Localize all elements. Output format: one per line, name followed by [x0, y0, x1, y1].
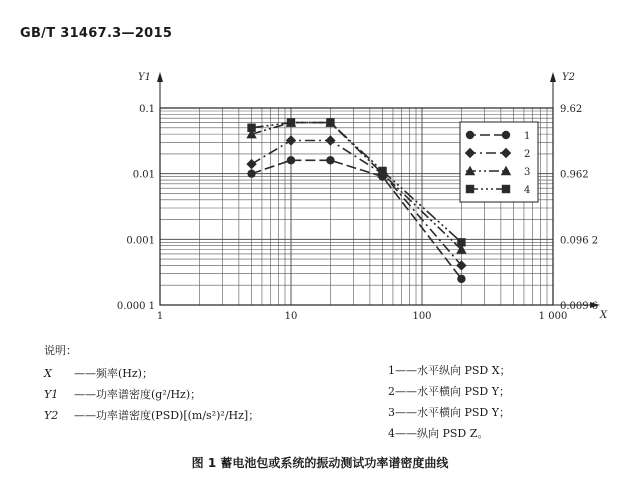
legend-label: 4 [524, 185, 531, 196]
legend-label: 1 [524, 131, 531, 142]
series-line [252, 123, 462, 250]
series-line [252, 140, 462, 265]
note-x [44, 365, 259, 386]
data-point-marker [287, 156, 295, 164]
note-x-symbol: X [44, 367, 52, 380]
y1-tick-label: 0.000 1 [116, 301, 155, 312]
series-4 [247, 118, 465, 246]
y2-tick-label: 0.009 6 [560, 301, 599, 312]
data-point-marker [457, 275, 465, 283]
standard-code: GB/T 31467.3—2015 [20, 26, 173, 41]
series-notes [388, 362, 511, 446]
note-x-text: ——频率(Hz)； [74, 367, 153, 380]
x-tick-label: 10 [284, 311, 298, 322]
data-point-marker [247, 169, 255, 177]
series-line [252, 123, 462, 243]
x-tick-label: 1 [156, 311, 164, 322]
note-y2 [44, 407, 259, 428]
data-point-marker [378, 167, 386, 175]
note-y1-symbol: Y1 [44, 388, 59, 401]
note-y1-text: ——功率谱密度(g²/Hz)； [74, 388, 202, 401]
data-point-marker [466, 131, 474, 139]
axis-notes [44, 342, 259, 428]
note-y2-text: ——功率谱密度(PSD)[(m/s²)²/Hz]； [74, 409, 260, 422]
legend-label: 2 [524, 149, 531, 160]
y1-axis-label: Y1 [138, 72, 151, 83]
y1-tick-label: 0.1 [139, 104, 155, 115]
data-point-marker [247, 124, 255, 132]
data-point-marker [286, 135, 296, 145]
data-point-marker [326, 156, 334, 164]
data-point-marker [325, 135, 335, 145]
data-point-marker [502, 131, 510, 139]
series-2 [246, 135, 466, 270]
legend-label: 3 [524, 167, 531, 178]
y2-tick-label: 0.096 2 [560, 235, 599, 247]
data-point-marker [457, 238, 465, 246]
data-point-marker [287, 118, 295, 126]
series-note-2: 2——水平横向 PSD Y； [388, 385, 511, 398]
chart-legend [460, 122, 538, 202]
note-y1 [44, 386, 259, 407]
x-tick-label: 100 [412, 311, 432, 322]
y2-tick-label: 0.962 [560, 169, 589, 181]
y1-axis-arrow [157, 72, 163, 82]
y2-axis-arrow [550, 72, 556, 82]
y1-tick-label: 0.001 [126, 235, 155, 247]
y2-axis-label: Y2 [562, 72, 575, 83]
x-tick-label: 1 000 [538, 311, 568, 322]
y2-tick-label: 9.62 [560, 104, 583, 115]
y1-tick-label: 0.01 [132, 169, 155, 181]
note-y2-symbol: Y2 [44, 409, 59, 422]
data-point-marker [246, 159, 256, 169]
series-note-3: 3——水平横向 PSD Y； [388, 406, 511, 419]
data-point-marker [326, 118, 334, 126]
notes-title: 说明： [44, 344, 77, 357]
series-note-1: 1——水平纵向 PSD X； [388, 364, 511, 377]
series-note-4: 4——纵向 PSD Z。 [388, 427, 489, 440]
figure-caption: 图 1 蓄电池包或系统的振动测试功率谱密度曲线 [191, 456, 449, 470]
x-axis-label: X [600, 310, 608, 321]
data-point-marker [502, 185, 510, 193]
data-point-marker [466, 185, 474, 193]
